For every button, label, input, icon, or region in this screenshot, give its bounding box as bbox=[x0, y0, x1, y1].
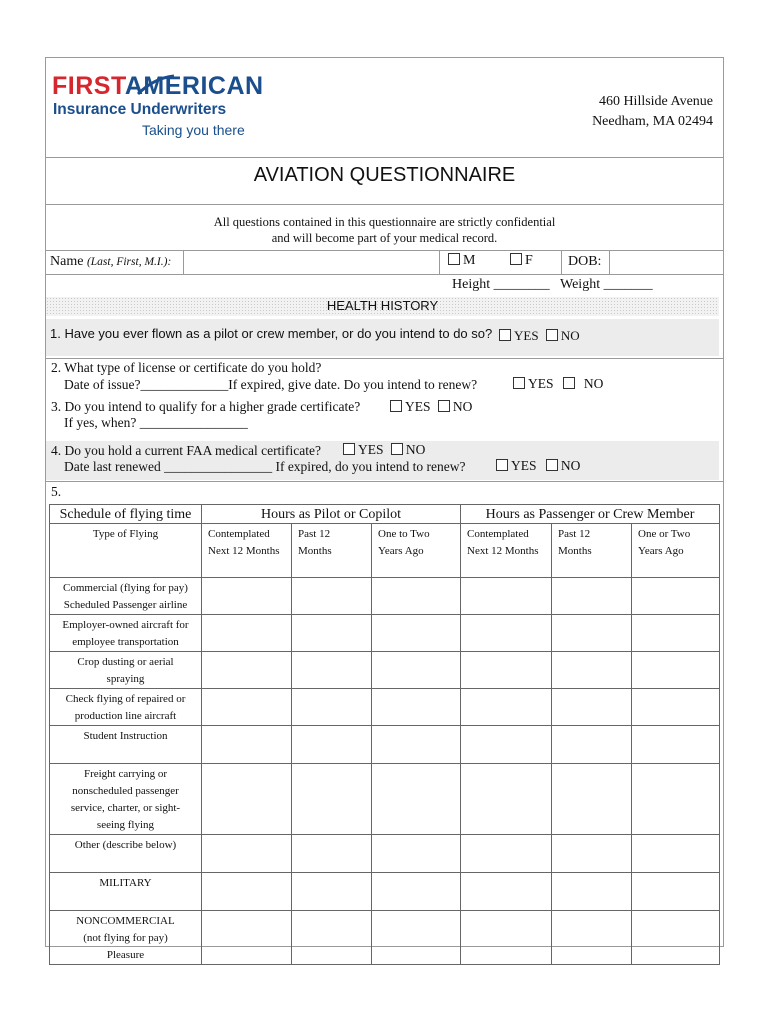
flying-type-label bbox=[50, 689, 202, 726]
hours-input-cell[interactable] bbox=[292, 764, 372, 835]
name-label-text: Name bbox=[50, 254, 84, 269]
flying-type-label bbox=[50, 835, 202, 873]
hours-input-cell[interactable] bbox=[292, 652, 372, 689]
hours-input-cell[interactable] bbox=[552, 873, 632, 911]
q4-line-1: 4. Do you hold a current FAA medical certificate? bbox=[51, 443, 322, 458]
hours-input-cell[interactable] bbox=[552, 835, 632, 873]
hours-input-cell[interactable] bbox=[632, 578, 720, 615]
dob-label: DOB: bbox=[568, 254, 602, 269]
hours-input-cell[interactable] bbox=[552, 578, 632, 615]
hours-input-cell[interactable] bbox=[461, 726, 552, 764]
logo-subtitle: Insurance Underwriters bbox=[53, 101, 227, 118]
flying-type-line: Other (describe below) bbox=[74, 839, 177, 851]
hours-input-cell[interactable] bbox=[202, 911, 292, 965]
q4-yes-checkbox[interactable] bbox=[343, 443, 355, 455]
q1-yes-checkbox[interactable] bbox=[499, 329, 511, 341]
hours-input-cell[interactable] bbox=[292, 911, 372, 965]
flying-type-label bbox=[50, 873, 202, 911]
q4-no-checkbox[interactable] bbox=[391, 443, 403, 455]
page-title: AVIATION QUESTIONNAIRE bbox=[253, 164, 516, 186]
hours-input-cell[interactable] bbox=[292, 873, 372, 911]
divider bbox=[45, 204, 724, 205]
female-option[interactable] bbox=[510, 253, 533, 269]
pilot-contemplated-header bbox=[202, 524, 292, 578]
passenger-hours-header: Hours as Passenger or Crew Member bbox=[461, 505, 720, 524]
q3-yes-label: YES bbox=[405, 399, 431, 414]
divider bbox=[45, 358, 724, 359]
hours-input-cell[interactable] bbox=[202, 689, 292, 726]
flying-type-line: MILITARY bbox=[99, 877, 152, 889]
flying-type-line: Commercial (flying for pay) bbox=[63, 582, 188, 594]
q4-line-2: Date last renewed ________________ If expired, do you intend to renew? bbox=[64, 459, 466, 474]
flying-type-line: Crop dusting or aerial bbox=[77, 656, 174, 668]
q2-options bbox=[513, 376, 603, 392]
hours-input-cell[interactable] bbox=[461, 873, 552, 911]
q4-yes-label: YES bbox=[358, 442, 384, 457]
female-checkbox[interactable] bbox=[510, 253, 522, 265]
sub-line: One or Two bbox=[638, 528, 691, 540]
hours-input-cell[interactable] bbox=[372, 652, 461, 689]
flying-type-label bbox=[50, 578, 202, 615]
hours-input-cell[interactable] bbox=[292, 689, 372, 726]
hours-input-cell[interactable] bbox=[632, 689, 720, 726]
q3-no-checkbox[interactable] bbox=[438, 400, 450, 412]
table-row bbox=[50, 911, 720, 965]
hours-input-cell[interactable] bbox=[552, 911, 632, 965]
sub-line: Months bbox=[298, 545, 332, 557]
schedule-body bbox=[50, 578, 720, 965]
hours-input-cell[interactable] bbox=[372, 615, 461, 652]
section-header: HEALTH HISTORY bbox=[326, 298, 439, 313]
flying-type-line: spraying bbox=[106, 673, 145, 685]
hours-input-cell[interactable] bbox=[202, 578, 292, 615]
q4-no-label: NO bbox=[405, 442, 426, 457]
flying-schedule-table bbox=[49, 504, 720, 965]
q5-label: 5. bbox=[51, 484, 62, 499]
hours-input-cell[interactable] bbox=[461, 689, 552, 726]
flying-type-line: Pleasure bbox=[106, 949, 145, 961]
name-label bbox=[50, 254, 171, 270]
q1-no-label: NO bbox=[560, 328, 580, 343]
pilot-past-header bbox=[292, 524, 372, 578]
hours-input-cell[interactable] bbox=[372, 764, 461, 835]
hours-input-cell[interactable] bbox=[552, 689, 632, 726]
name-field[interactable] bbox=[184, 251, 438, 273]
hours-input-cell[interactable] bbox=[552, 764, 632, 835]
q2-line-2: Date of issue?_____________If expired, give date. Do you intend to renew? bbox=[64, 377, 478, 392]
flying-type-line: (not flying for pay) bbox=[83, 932, 168, 944]
sub-line: One to Two bbox=[378, 528, 430, 540]
name-hint: (Last, First, M.I.): bbox=[86, 256, 172, 268]
divider bbox=[45, 274, 724, 275]
q3-line-2: If yes, when? ________________ bbox=[64, 415, 248, 430]
confidential-notice bbox=[45, 214, 724, 246]
q4-renew-no-checkbox[interactable] bbox=[546, 459, 558, 471]
hours-input-cell[interactable] bbox=[372, 873, 461, 911]
sub-line: Contemplated bbox=[208, 528, 270, 540]
flying-type-line: Check flying of repaired or bbox=[65, 693, 186, 705]
flying-type-line: production line aircraft bbox=[74, 710, 177, 722]
female-label: F bbox=[525, 253, 533, 268]
type-of-flying-header: Type of Flying bbox=[50, 524, 202, 578]
hours-input-cell[interactable] bbox=[292, 578, 372, 615]
hours-input-cell[interactable] bbox=[461, 578, 552, 615]
schedule-header: Schedule of flying time bbox=[50, 505, 202, 524]
hours-input-cell[interactable] bbox=[292, 726, 372, 764]
divider bbox=[439, 250, 440, 274]
hours-input-cell[interactable] bbox=[202, 764, 292, 835]
hours-input-cell[interactable] bbox=[552, 615, 632, 652]
q4-renew-yes-label: YES bbox=[511, 458, 537, 473]
sub-line: Years Ago bbox=[638, 545, 684, 557]
q2-yes-checkbox[interactable] bbox=[513, 377, 525, 389]
q1-options bbox=[499, 328, 580, 344]
q2-yes-label: YES bbox=[528, 376, 554, 391]
q2-no-label: NO bbox=[583, 376, 604, 391]
flying-type-line: service, charter, or sight- bbox=[70, 802, 181, 814]
hours-input-cell[interactable] bbox=[202, 873, 292, 911]
hours-input-cell[interactable] bbox=[202, 652, 292, 689]
flying-type-label bbox=[50, 726, 202, 764]
logo-swoosh-icon bbox=[136, 74, 176, 98]
logo-american: AMERICAN bbox=[124, 72, 264, 100]
hours-input-cell[interactable] bbox=[632, 615, 720, 652]
q4-options-2 bbox=[496, 458, 580, 474]
q2-no-checkbox[interactable] bbox=[563, 377, 575, 389]
q3-no-label: NO bbox=[452, 399, 473, 414]
flying-type-line: Student Instruction bbox=[83, 730, 168, 742]
q3-line-1: 3. Do you intend to qualify for a higher grade certificate? bbox=[51, 399, 361, 414]
table-row bbox=[50, 689, 720, 726]
flying-type-line: Scheduled Passenger airline bbox=[63, 599, 188, 611]
table-row bbox=[50, 615, 720, 652]
hours-input-cell[interactable] bbox=[372, 835, 461, 873]
sub-line: Months bbox=[558, 545, 592, 557]
table-row bbox=[50, 764, 720, 835]
male-checkbox[interactable] bbox=[448, 253, 460, 265]
company-logo bbox=[52, 72, 262, 142]
table-row bbox=[50, 873, 720, 911]
flying-type-line: Freight carrying or bbox=[83, 768, 168, 780]
flying-type-label bbox=[50, 911, 202, 965]
q4-renew-no-label: NO bbox=[560, 458, 581, 473]
table-row bbox=[50, 726, 720, 764]
passenger-past-header bbox=[552, 524, 632, 578]
q1-text: 1. Have you ever flown as a pilot or crew member, or do you intend to do so? bbox=[50, 326, 493, 341]
q4-options-1 bbox=[343, 442, 425, 458]
divider bbox=[561, 250, 562, 274]
hours-input-cell[interactable] bbox=[372, 689, 461, 726]
address-block bbox=[592, 92, 713, 132]
hours-input-cell[interactable] bbox=[372, 578, 461, 615]
hours-input-cell[interactable] bbox=[632, 764, 720, 835]
sub-line: Contemplated bbox=[467, 528, 529, 540]
hours-input-cell[interactable] bbox=[632, 726, 720, 764]
confidential-line-1: All questions contained in this questionnaire are strictly confidential bbox=[213, 215, 556, 229]
sub-line: Past 12 bbox=[298, 528, 331, 540]
q3-yes-checkbox[interactable] bbox=[390, 400, 402, 412]
divider bbox=[45, 157, 724, 158]
height-field[interactable]: Height ________ bbox=[452, 277, 550, 292]
q2-line-1: 2. What type of license or certificate do you hold? bbox=[51, 360, 322, 375]
table-row bbox=[50, 578, 720, 615]
flying-type-label bbox=[50, 764, 202, 835]
hours-input-cell[interactable] bbox=[461, 835, 552, 873]
flying-type-line: Employer-owned aircraft for bbox=[62, 619, 189, 631]
q1-yes-label: YES bbox=[514, 328, 539, 343]
pilot-hours-header: Hours as Pilot or Copilot bbox=[202, 505, 461, 524]
hours-input-cell[interactable] bbox=[461, 911, 552, 965]
flying-type-line: seeing flying bbox=[96, 819, 155, 831]
hours-input-cell[interactable] bbox=[202, 835, 292, 873]
hours-input-cell[interactable] bbox=[292, 615, 372, 652]
address-line-2: Needham, MA 02494 bbox=[592, 114, 713, 129]
weight-field[interactable]: Weight _______ bbox=[560, 277, 653, 292]
flying-type-line: employee transportation bbox=[72, 636, 179, 648]
hours-input-cell[interactable] bbox=[202, 615, 292, 652]
sub-line: Next 12 Months bbox=[208, 545, 280, 557]
flying-type-label bbox=[50, 615, 202, 652]
flying-type-line: nonscheduled passenger bbox=[72, 785, 179, 797]
q4-renew-yes-checkbox[interactable] bbox=[496, 459, 508, 471]
hours-input-cell[interactable] bbox=[632, 911, 720, 965]
hours-input-cell[interactable] bbox=[202, 726, 292, 764]
hours-input-cell[interactable] bbox=[372, 911, 461, 965]
hours-input-cell[interactable] bbox=[632, 873, 720, 911]
flying-type-label bbox=[50, 652, 202, 689]
hours-input-cell[interactable] bbox=[632, 835, 720, 873]
sub-line: Next 12 Months bbox=[467, 545, 539, 557]
hours-input-cell[interactable] bbox=[552, 726, 632, 764]
male-label: M bbox=[463, 253, 476, 268]
hours-input-cell[interactable] bbox=[552, 652, 632, 689]
passenger-contemplated-header bbox=[461, 524, 552, 578]
passenger-one-two-header bbox=[632, 524, 720, 578]
hours-input-cell[interactable] bbox=[461, 615, 552, 652]
hours-input-cell[interactable] bbox=[372, 726, 461, 764]
address-line-1: 460 Hillside Avenue bbox=[598, 94, 713, 109]
pilot-one-two-header bbox=[372, 524, 461, 578]
confidential-line-2: and will become part of your medical record. bbox=[271, 231, 498, 245]
hours-input-cell[interactable] bbox=[461, 652, 552, 689]
flying-type-line: NONCOMMERCIAL bbox=[76, 915, 175, 927]
logo-tagline: Taking you there bbox=[142, 122, 245, 138]
dob-field[interactable] bbox=[610, 251, 722, 273]
sub-line: Past 12 bbox=[558, 528, 591, 540]
male-option[interactable] bbox=[448, 253, 475, 269]
table-row bbox=[50, 652, 720, 689]
hours-input-cell[interactable] bbox=[292, 835, 372, 873]
q3-options bbox=[390, 399, 472, 415]
table-row bbox=[50, 835, 720, 873]
hours-input-cell[interactable] bbox=[461, 764, 552, 835]
divider bbox=[45, 481, 724, 482]
logo-first: FIRST bbox=[52, 72, 125, 100]
q1-no-checkbox[interactable] bbox=[546, 329, 558, 341]
hours-input-cell[interactable] bbox=[632, 652, 720, 689]
sub-line: Years Ago bbox=[378, 545, 424, 557]
